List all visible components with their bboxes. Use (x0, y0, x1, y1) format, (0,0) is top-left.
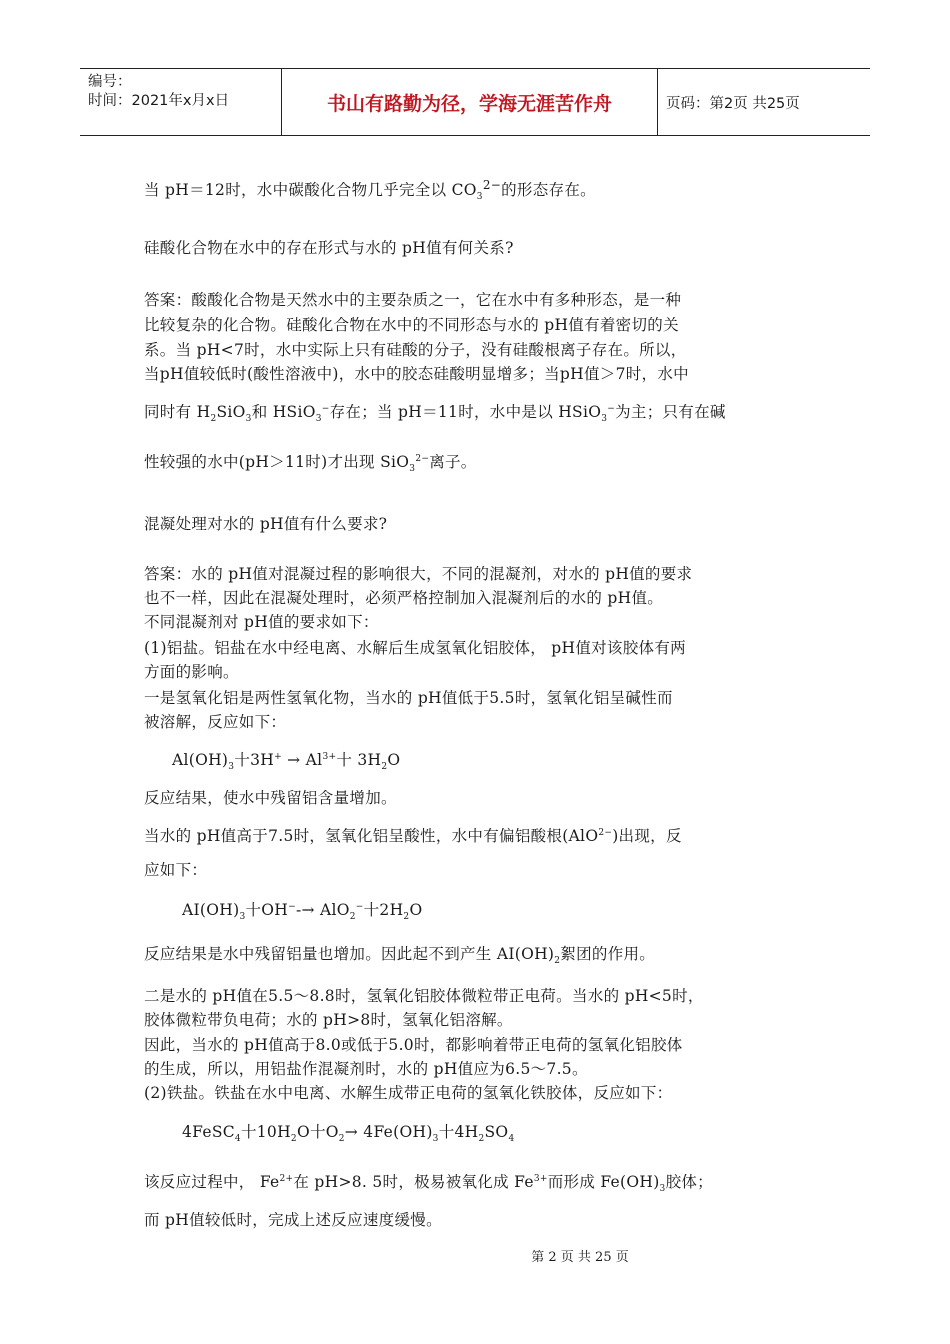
paragraph-line: 被溶解，反应如下： (144, 713, 287, 731)
superscript: − (288, 901, 296, 912)
text-run: 当 pH＝12时，水中碳酸化合物几乎完全以 CO (144, 181, 477, 199)
text-run: 十10H (240, 1123, 291, 1141)
paragraph-line (144, 824, 682, 846)
subscript: 3 (315, 414, 322, 425)
paragraph-line: 不同混凝剂对 pH值的要求如下： (144, 613, 379, 631)
subscript: 3 (409, 464, 416, 475)
text-run: 十3H (234, 751, 275, 769)
text-run: Al(OH) (172, 751, 229, 769)
paragraph-line: 因此，当水的 pH值高于8.0或低于5.0时，都影响着带正电荷的氢氧化铝胶体 (144, 1036, 683, 1054)
text-run: )出现，反 (612, 827, 682, 845)
text-run: 4FeSC (182, 1123, 235, 1141)
subscript: 4 (234, 1134, 241, 1145)
paragraph-line: (2)铁盐。铁盐在水中电离、水解生成带正电荷的氢氧化铁胶体，反应如下： (144, 1084, 673, 1102)
superscript: 3+ (322, 751, 337, 762)
subscript: 3 (476, 192, 483, 203)
text-run: O (387, 751, 401, 769)
paragraph-line: 也不一样，因此在混凝处理时，必须严格控制加入混凝剂后的水的 pH值。 (144, 589, 664, 607)
text-run: 离子。 (429, 453, 477, 471)
superscript: + (274, 751, 282, 762)
subscript: 2 (210, 414, 217, 425)
subscript: 2 (338, 1134, 345, 1145)
text-run: O (409, 901, 423, 919)
text-run: 和 HSiO (251, 403, 316, 421)
text-run: SiO (216, 403, 246, 421)
doc-number-label: 编号： (88, 74, 132, 90)
text-run: O十O (296, 1123, 339, 1141)
superscript: 2+ (279, 1173, 294, 1184)
subscript: 2 (349, 912, 356, 923)
superscript: − (321, 403, 330, 414)
text-run: 当水的 pH值高于7.5时，氢氧化铝呈酸性，水中有偏铝酸根(AlO (144, 827, 599, 845)
paragraph-line (144, 450, 477, 475)
superscript: 2− (598, 827, 613, 838)
superscript: 3+ (533, 1173, 548, 1184)
paragraph-line: 的生成，所以，用铝盐作混凝剂时，水的 pH值应为6.5～7.5。 (144, 1060, 588, 1078)
subscript: 3 (228, 762, 235, 773)
header-page-label: 页码：第2页 共25页 (666, 95, 800, 112)
paragraph-line (144, 1170, 713, 1195)
paragraph-line: 系。当 pH<7时，水中实际上只有硅酸的分子，没有硅酸根离子存在。所以， (144, 341, 687, 359)
text-run: 胶体； (665, 1173, 713, 1191)
paragraph-line (144, 400, 726, 425)
text-run: 同时有 H (144, 403, 211, 421)
superscript: − (355, 901, 364, 912)
page-footer: 第 2 页 共 25 页 (531, 1250, 629, 1265)
text-run: → 4Fe(OH) (344, 1123, 433, 1141)
subscript: 2 (478, 1134, 485, 1145)
subscript: 3 (659, 1184, 666, 1195)
text-run: 反应结果是水中残留铝量也增加。因此起不到产生 AI(OH) (144, 945, 555, 963)
subscript: 2 (381, 762, 388, 773)
paragraph-line: 当pH值较低时(酸性溶液中)，水中的胶态硅酸明显增多；当pH值＞7时，水中 (144, 365, 689, 383)
text-run: -→ AlO (295, 901, 350, 919)
text-run: → Al (281, 751, 323, 769)
question-heading: 硅酸化合物在水中的存在形式与水的 pH值有何关系? (144, 239, 514, 257)
equation-2 (182, 898, 423, 923)
paragraph-line (144, 942, 656, 967)
paragraph-line: (1)铝盐。铝盐在水中经电离、水解后生成氢氧化铝胶体， pH值对该胶体有两 (144, 639, 686, 657)
doc-time-label: 时间：2021年x月x日 (88, 93, 230, 109)
paragraph-line: 二是水的 pH值在5.5～8.8时，氢氧化铝胶体微粒带正电荷。当水的 pH<5时， (144, 987, 704, 1005)
text-run: 十OH (245, 901, 289, 919)
subscript: 3 (239, 912, 246, 923)
paragraph-line: 而 pH值较低时，完成上述反应速度缓慢。 (144, 1211, 442, 1229)
paragraph-line: 方面的影响。 (144, 663, 239, 681)
subscript: 3 (601, 414, 608, 425)
paragraph-line: 比较复杂的化合物。硅酸化合物在水中的不同形态与水的 pH值有着密切的关 (144, 316, 679, 334)
text-run: SO (484, 1123, 509, 1141)
equation-1 (172, 748, 401, 773)
text-run: 十 3H (336, 751, 382, 769)
text-run: 絮团的作用。 (560, 945, 656, 963)
subscript: 4 (508, 1134, 515, 1145)
paragraph-line: 胶体微粒带负电荷；水的 pH>8时，氢氧化铝溶解。 (144, 1011, 513, 1029)
text-run: 而形成 Fe(OH) (547, 1173, 660, 1191)
superscript: − (607, 403, 616, 414)
subscript: 2 (554, 956, 561, 967)
text-run: AI(OH) (182, 901, 240, 919)
text-run: 的形态存在。 (501, 181, 596, 199)
text-run: 性较强的水中(pH＞11时)才出现 SiO (144, 453, 410, 471)
text-run: 在 pH>8. 5时，极易被氧化成 Fe (293, 1173, 534, 1191)
header-meta (80, 69, 282, 135)
equation-3 (182, 1120, 515, 1145)
header-motto: 书山有路勤为径，学海无涯苦作舟 (282, 69, 658, 135)
text-run: 十4H (438, 1123, 479, 1141)
subscript: 3 (245, 414, 252, 425)
paragraph-line: 答案：酸酸化合物是天然水中的主要杂质之一，它在水中有多种形态，是一种 (144, 291, 682, 309)
paragraph-line (144, 177, 596, 203)
page-header (80, 68, 870, 136)
text-run: 为主；只有在碱 (615, 403, 726, 421)
text-run: 十2H (363, 901, 404, 919)
paragraph-line: 应如下： (144, 861, 208, 879)
text-run: 存在；当 pH＝11时，水中是以 HSiO (329, 403, 602, 421)
subscript: 2 (290, 1134, 297, 1145)
superscript: 2− (482, 177, 502, 192)
paragraph-line: 答案：水的 pH值对混凝过程的影响很大，不同的混凝剂，对水的 pH值的要求 (144, 565, 693, 583)
paragraph-line: 反应结果，使水中残留铝含量增加。 (144, 789, 397, 807)
text-run: 该反应过程中， Fe (144, 1173, 280, 1191)
subscript: 3 (432, 1134, 439, 1145)
paragraph-line: 一是氢氧化铝是两性氢氧化物，当水的 pH值低于5.5时，氢氧化铝呈碱性而 (144, 689, 673, 707)
question-heading: 混凝处理对水的 pH值有什么要求? (144, 515, 388, 533)
superscript: 2− (415, 453, 430, 464)
subscript: 2 (403, 912, 410, 923)
